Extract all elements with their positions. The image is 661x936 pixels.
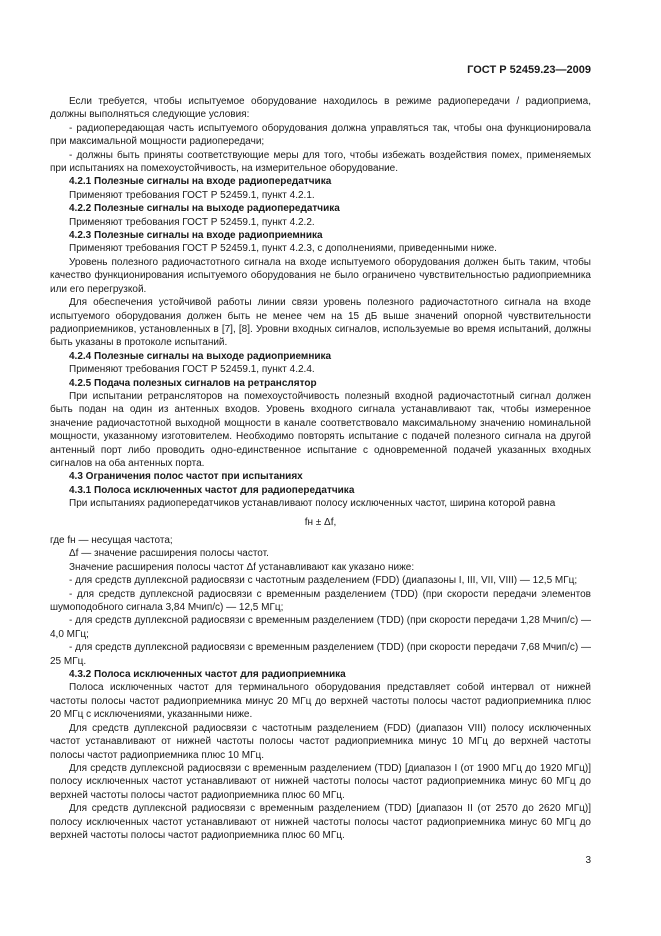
paragraph: Применяют требования ГОСТ Р 52459.1, пункт 4.2.2. [69,216,315,228]
paragraph: Для средств дуплексной радиосвязи с временным разделением (TDD) [диапазон I (от 1900 МГц до 1920 МГц)] полосу исключенных частот устанавливают от нижней частоты полосы частот радиоприемника минус 60 МГц до верхней частоты полосы частот радиоприемника плюс 60 МГц. [50,762,591,801]
page-number: 3 [585,855,591,866]
paragraph: Если требуется, чтобы испытуемое оборудование находилось в режиме радиопередачи / радиоприема, должны выполняться следующие условия: [50,96,591,121]
section-heading: 4.2.1 Полезные сигналы на входе радиопередатчика [69,176,332,188]
paragraph: Для средств дуплексной радиосвязи с частотным разделением (FDD) (диапазон VIII) полосу исключенных частот устанавливают от нижней частоты полосы частот радиоприемника минус 10 МГц до верхней частоты полосы частот радиоприемника плюс 10 МГц. [50,722,591,761]
section-heading: 4.3.1 Полоса исключенных частот для радиопередатчика [69,484,355,496]
paragraph: Для средств дуплексной радиосвязи с временным разделением (TDD) [диапазон II (от 2570 до 2620 МГц)] полосу исключенных частот устанавливают от нижней частоты полосы частот радиоприемника минус 60 МГц до верхней частоты полосы частот радиоприемника плюс 60 МГц. [50,803,591,841]
list-item: - для средств дуплексной радиосвязи с временным разделением (TDD) (при скорости передачи 7,68 Мчип/с) — 25 МГц. [50,642,591,667]
list-item: - для средств дуплексной радиосвязи с временным разделением (TDD) (при скорости передачи элементов шумоподобного сигнала 3,84 Мчип/с) — 12,5 МГц; [50,588,591,614]
section-heading: 4.3 Ограничения полос частот при испытаниях [69,471,303,483]
paragraph: При испытании ретрансляторов на помехоустойчивость полезный входной радиочастотный сигнал должен быть подан на один из антенных входов. Уровень входного сигнала устанавливают так, чтобы измеренное значение радиочастотной выходной мощности в канале соответствовало максимальному значению номинальной мощности, указанному изготовителем. Необходимо повторять испытание с подачей полезного сигнала на другой антенный порт либо проводить одно-единственное испытание с одновременной подачей указанных входных сигналов на оба антенных порта. [50,390,591,469]
section-heading: 4.2.5 Подача полезных сигналов на ретранслятор [69,377,317,389]
list-item: - для средств дуплексной радиосвязи с частотным разделением (FDD) (диапазоны I, III, VII, VIII) — 12,5 МГц; [69,575,578,587]
list-item: - должны быть приняты соответствующие меры для того, чтобы избежать воздействия помех, применяемых при испытаниях на помехоустойчивость, на измерительное оборудование. [50,149,591,175]
paragraph: Δf — значение расширения полосы частот. [69,548,269,560]
paragraph: Значение расширения полосы частот Δf устанавливают как указано ниже: [69,561,415,573]
paragraph: Применяют требования ГОСТ Р 52459.1, пункт 4.2.3, с дополнениями, приведенными ниже. [69,243,497,255]
paragraph: где fн — несущая частота; [50,535,173,546]
document-header: ГОСТ Р 52459.23—2009 [467,64,591,76]
paragraph: При испытаниях радиопередатчиков устанавливают полосу исключенных частот, ширина которой равна [69,498,556,510]
list-item: - радиопередающая часть испытуемого оборудования должна управляться так, чтобы она функционировала при максимальной мощности радиопередачи; [50,122,591,148]
paragraph: Полоса исключенных частот для терминального оборудования представляет собой интервал от нижней частоты полосы частот радиоприемника минус 20 МГц до верхней частоты полосы частот радиоприемника плюс 20 МГц с исключениями, указанными ниже. [50,682,591,721]
paragraph: Применяют требования ГОСТ Р 52459.1, пункт 4.2.1. [69,189,315,201]
paragraph: Для обеспечения устойчивой работы линии связи уровень полезного радиочастотного сигнала на входе испытуемого оборудования должен быть не менее чем на 15 дБ выше значений опорной чувствительности радиоприемников, установленных в [7], [8]. Уровни входных сигналов, используемые во время испытаний, должны быть указаны в протоколе испытаний. [50,297,591,349]
paragraph: Применяют требования ГОСТ Р 52459.1, пункт 4.2.4. [69,364,315,376]
section-heading: 4.2.3 Полезные сигналы на входе радиоприемника [69,230,323,242]
list-item: - для средств дуплексной радиосвязи с временным разделением (TDD) (при скорости передачи 1,28 Мчип/с) — 4,0 МГц; [50,615,591,640]
section-heading: 4.2.4 Полезные сигналы на выходе радиоприемника [69,350,332,362]
document-page [50,0,591,936]
paragraph: Уровень полезного радиочастотного сигнала на входе испытуемого оборудования должен быть таким, чтобы качество функционирования испытуемого оборудования не было ограничено чувствительностью радиоприемника или его перегрузкой. [50,256,591,295]
section-heading: 4.3.2 Полоса исключенных частот для радиоприемника [69,669,346,681]
formula: fн ± Δf, [304,516,337,528]
section-heading: 4.2.2 Полезные сигналы на выходе радиопередатчика [69,203,340,215]
document-body [50,95,591,842]
